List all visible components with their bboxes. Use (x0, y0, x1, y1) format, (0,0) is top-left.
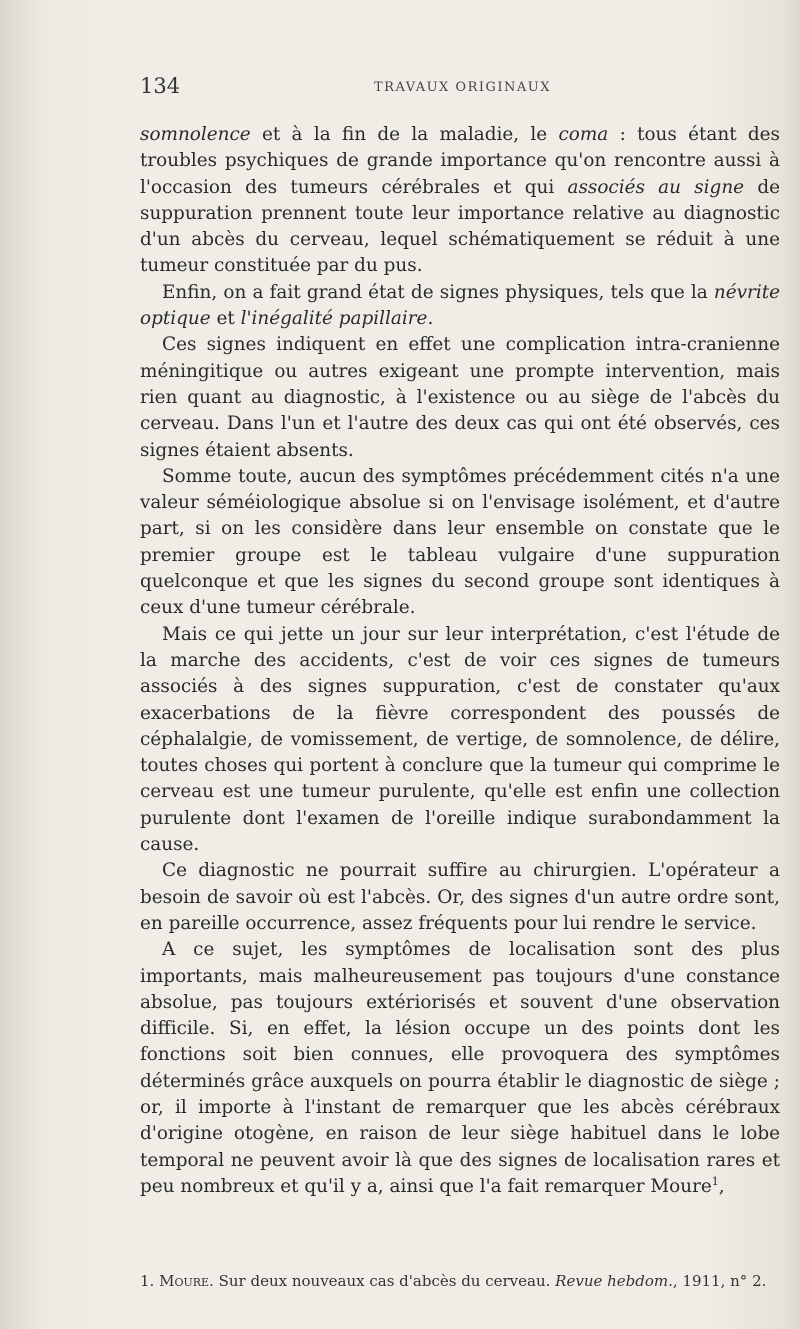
footnote-rest: , 1911, n° 2. (672, 1272, 767, 1290)
italic-term: associés au signe (567, 176, 745, 198)
text-run: et (210, 308, 241, 330)
italic-term: névrite optique (140, 281, 780, 330)
footnote-journal: Revue hebdom. (555, 1272, 673, 1290)
paragraph-7 (140, 937, 780, 1200)
paragraph-1 (140, 122, 780, 280)
paragraph-4: Somme toute, aucun des symptômes précédemment cités n'a une valeur séméiologique absolue si on l'envisage isolément, et d'autre part, si on les considère dans leur ensemble on constate que le premier groupe est le tableau vulgaire d'une suppuration quelconque et que les signes du second groupe sont identiques à ceux d'une tumeur cérébrale. (140, 465, 780, 619)
text-run: et à la fin de la maladie, le (250, 124, 559, 145)
footnote-ref: 1 (711, 1174, 719, 1188)
text-run: A ce sujet, les symptômes de localisation sont des plus importants, mais malheureusement pas toujours d'une constance absolue, pas toujours extériorisés et souvent d'une observation difficile. Si, en effet, la lésion occupe un des points dont les fonctions soit bien connues, elle provoquera des symptômes déterminés grâce auxquels on pourra établir le diagnostic de siège ; or, il importe à l'instant de remarquer que les abcès cérébraux d'origine otogène, en raison de leur siège habituel dans le lobe temporal ne peuvent avoir là que des signes de localisation rares et peu nombreux et qu'il y a, ainsi que l'a fait remarquer Moure (140, 939, 780, 1197)
footnote (140, 1272, 780, 1291)
footnote-text: Sur deux nouveaux cas d'abcès du cerveau. (213, 1272, 556, 1290)
text-run: . (427, 308, 434, 330)
text-run: , (718, 1175, 725, 1197)
running-head: TRAVAUX ORIGINAUX (374, 80, 552, 95)
italic-term: somnolence (140, 124, 251, 145)
text-run: : tous étant des troubles psychiques de grande importance qu'on rencontre aussi à l'occasion des tumeurs cérébrales et qui (140, 124, 780, 198)
footnote-number: 1. (140, 1272, 155, 1290)
italic-term: coma (558, 124, 609, 145)
main-text (140, 122, 780, 1200)
paragraph-2 (140, 280, 780, 333)
page-number: 134 (140, 74, 181, 98)
text-run: Enfin, on a fait grand état de signes physiques, tels que la (162, 281, 714, 303)
paragraph-3: Ces signes indiquent en effet une complication intra-cranienne méningitique ou autres exigeant une prompte intervention, mais rien quant au diagnostic, à l'existence ou au siège de l'abcès du cerveau. Dans l'un et l'autre des deux cas qui ont été observés, ces signes étaient absents. (140, 334, 780, 461)
footnote-author: Moure. (159, 1272, 214, 1290)
paragraph-6: Ce diagnostic ne pourrait suffire au chirurgien. L'opérateur a besoin de savoir où est l'abcès. Or, des signes d'un autre ordre sont, en pareille occurrence, assez fréquents pour lui rendre le service. (140, 860, 780, 934)
paragraph-5: Mais ce qui jette un jour sur leur interprétation, c'est l'étude de la marche des accidents, c'est de voir ces signes de tumeurs associés à des signes suppuration, c'est de constater qu'aux exacerbations de la fièvre correspondent des poussés de céphalalgie, de vomissement, de vertige, de somnolence, de délire, toutes choses qui portent à conclure que la tumeur qui comprime le cerveau est une tumeur purulente, qu'elle est enfin une collection purulente dont l'examen de l'oreille indique surabondamment la cause. (140, 623, 780, 856)
text-run: de suppuration prennent toute leur importance relative au diagnostic d'un abcès du cerveau, lequel schématiquement se réduit à une tumeur constituée par du pus. (140, 176, 780, 277)
italic-term: l'inégalité papillaire (240, 308, 428, 330)
page-header (140, 74, 780, 104)
